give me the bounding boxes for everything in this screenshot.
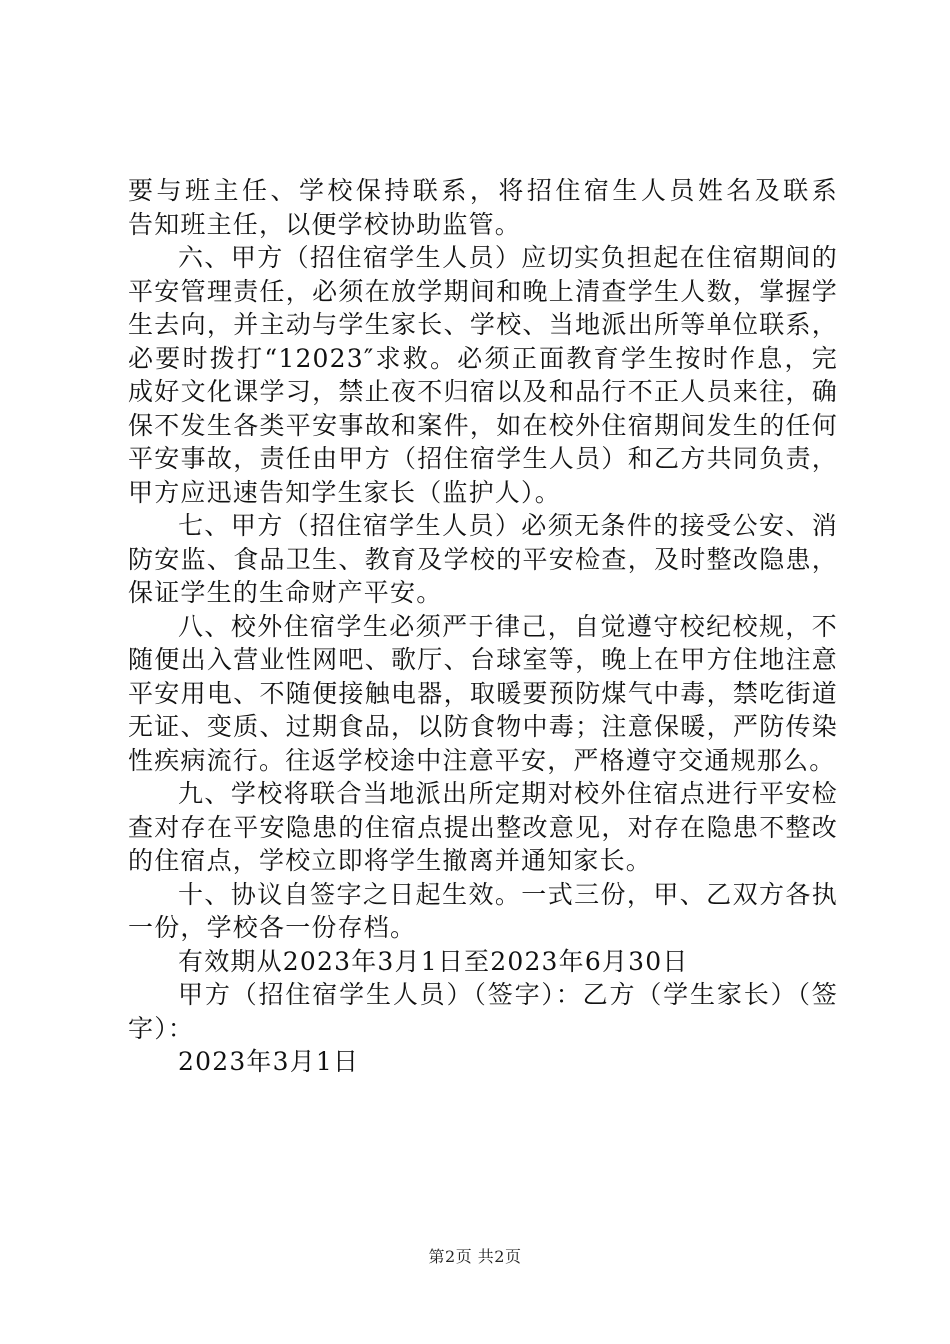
page-number-footer: 第2页 共2页 <box>428 1247 522 1266</box>
paragraph-clause-7: 七、甲方（招住宿学生人员）必须无条件的接受公安、消防安监、食品卫生、教育及学校的平安检查，及时整改隐患，保证学生的生命财产平安。 <box>128 511 838 607</box>
validity-period: 有效期从2023年3月1日至2023年6月30日 <box>178 946 689 976</box>
document-body <box>128 174 891 1079</box>
paragraph-clause-8: 八、校外住宿学生必须严于律己，自觉遵守校纪校规，不随便出入营业性网吧、歌厅、台球室等，晚上在甲方住地注意平安用电、不随便接触电器，取暖要预防煤气中毒，禁吃街道无证、变质、过期食品，以防食物中毒；注意保暖，严防传染性疾病流行。往返学校途中注意平安，严格遵守交通规那么。 <box>128 611 838 775</box>
paragraph-clause-6: 六、甲方（招住宿学生人员）应切实负担起在住宿期间的平安管理责任，必须在放学期间和晚上清查学生人数，掌握学生去向，并主动与学生家长、学校、当地派出所等单位联系，必要时拨打“12023″求救。必须正面教育学生按时作息，完成好文化课学习，禁止夜不归宿以及和品行不正人员来往，确保不发生各类平安事故和案件，如在校外住宿期间发生的任何平安事故，责任由甲方（招住宿学生人员）和乙方共同负责，甲方应迅速告知学生家长（监护人）。 <box>128 243 838 507</box>
signature-line: 甲方（招住宿学生人员）（签字）：乙方（学生家长）（签字）： <box>128 980 838 1043</box>
paragraph-clause-10: 十、协议自签字之日起生效。一式三份，甲、乙双方各执一份，学校各一份存档。 <box>128 879 838 942</box>
paragraph-clause-9: 九、学校将联合当地派出所定期对校外住宿点进行平安检查对存在平安隐患的住宿点提出整改意见，对存在隐患不整改的住宿点，学校立即将学生撤离并通知家长。 <box>128 779 838 875</box>
signing-date: 2023年3月1日 <box>178 1047 360 1076</box>
paragraph-continuation: 要与班主任、学校保持联系，将招住宿生人员姓名及联系 告知班主任，以便学校协助监管。 <box>128 176 891 239</box>
